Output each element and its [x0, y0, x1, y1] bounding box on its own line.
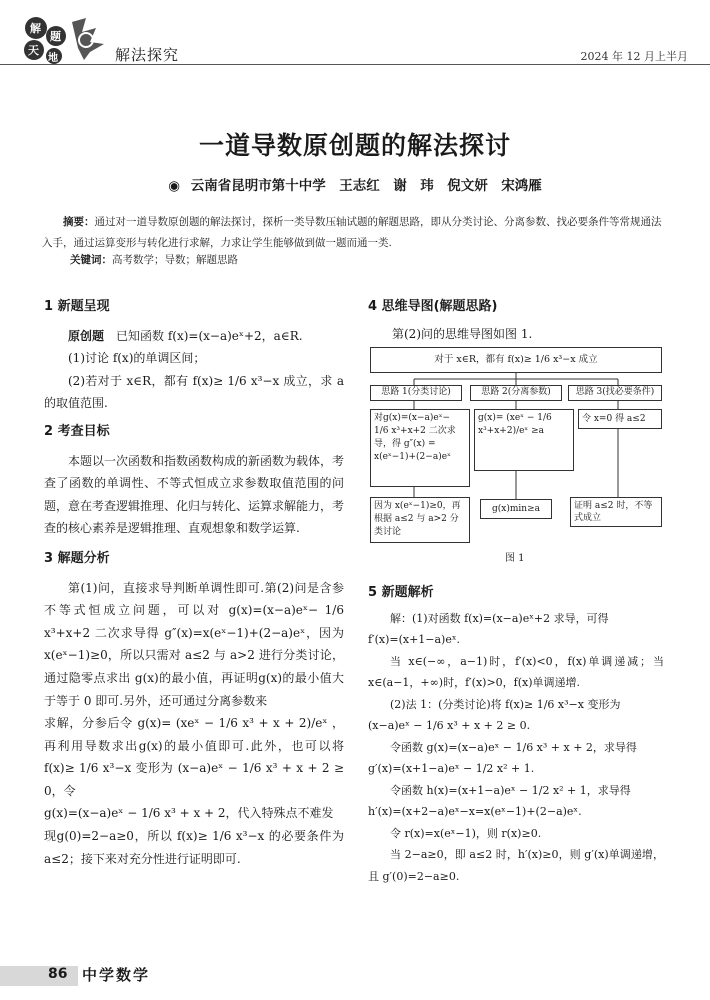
magazine-name: 中学数学 — [82, 966, 151, 984]
solution-line: f′(x)=(x+1−a)eˣ. — [368, 633, 461, 646]
badge-char: 天 — [28, 44, 39, 57]
mindmap-result-2: g(x)min≥a — [480, 499, 552, 519]
analysis-paragraph-1: 第(1)问，直接求导判断单调性即可.第(2)问是含参不等式恒成立问题，可以对 g(x)=(x−a)eˣ− 1/6 x³+x+2 二次求导得 g″(x)=x(eˣ−1)+(2−a)eˣ，因为 x(eˣ−1)≥0，所以只需对 a≤2 与 a>2 进行分类讨论，通过隐零点求出 g(x)的最小值，再证明g(x)的最小值大于等于 0 即可.另外，还可通过分离参数来 — [44, 580, 344, 708]
left-column — [44, 296, 344, 870]
solution-line: 解：(1)对函数 f(x)=(x−a)eˣ+2 求导，可得 — [390, 611, 609, 625]
mindmap-result-3: 证明 a≤2 时，不等式成立 — [570, 497, 662, 527]
problem-q1: (1)讨论 f(x)的单调区间； — [68, 351, 206, 366]
abstract-text: 通过对一道导数原创题的解法探讨，探析一类导数压轴试题的解题思路，即从分类讨论、分离参数、找必要条件等常规通法入手，通过运算变形与转化进行求解，力求让学生能够做到做一题而通一类. — [42, 216, 662, 249]
figure-caption: 图 1 — [505, 553, 525, 564]
right-column-bottom — [368, 582, 664, 887]
analysis-paragraph-4: 现g(0)=2−a≥0，所以 f(x)≥ 1/6 x³−x 的必要条件为a≤2；接下来对充分性进行证明即可. — [44, 829, 344, 866]
section-heading-4: 4 思维导图(解题思路) — [368, 299, 498, 314]
solution-line: 令函数 g(x)=(x−a)eˣ − 1/6 x³ + x + 2，求导得 — [390, 740, 637, 754]
page-number: 86 — [48, 966, 68, 982]
mindmap-approach-2: 思路 2(分离参数) — [470, 385, 562, 401]
right-column-top — [368, 296, 664, 345]
section-heading-1: 1 新题呈现 — [44, 299, 110, 314]
issue-date: 2024 年 12 月上半月 — [580, 50, 688, 63]
mindmap-step-3: 令 x=0 得 a≤2 — [578, 409, 662, 429]
solution-line: 当 x∈(−∞，a−1)时，f′(x)<0，f(x)单调递减；当 x∈(a−1，+∞)时，f′(x)>0，f(x)单调递增. — [368, 654, 664, 689]
article-title: 一道导数原创题的解法探讨 — [198, 131, 511, 160]
solution-line: 令函数 h(x)=(x+1−a)eˣ − 1/2 x² + 1，求导得 — [390, 783, 631, 797]
mindmap-intro: 第(2)问的思维导图如图 1. — [392, 326, 533, 341]
solution-line: 当 2−a≥0，即 a≤2 时，h′(x)≥0，则 g′(x)单调递增，且 g′(0)=2−a≥0. — [368, 848, 664, 883]
abstract-label: 摘要： — [63, 216, 95, 228]
keywords — [70, 252, 238, 267]
section-heading-3: 3 解题分析 — [44, 550, 110, 566]
solution-line: g′(x)=(x+1−a)eˣ − 1/2 x² + 1. — [368, 762, 535, 775]
mindmap-approach-1: 思路 1(分类讨论) — [370, 385, 462, 401]
analysis-paragraph-3: g(x)=(x−a)eˣ − 1/6 x³ + x + 2，代入特殊点不难发 — [44, 806, 334, 821]
solution-line: (x−a)eˣ − 1/6 x³ + x + 2 ≥ 0. — [368, 719, 531, 732]
article-authors: ◉ 云南省昆明市第十中学 王志红 谢 玮 倪文妍 宋鸿雁 — [168, 178, 542, 194]
header-divider — [0, 64, 710, 65]
solution-line: h′(x)=(x+2−a)eˣ−x=x(eˣ−1)+(2−a)eˣ. — [368, 805, 582, 818]
keywords-label: 关键词： — [70, 254, 112, 266]
abstract — [42, 212, 668, 254]
mindmap-figure — [370, 347, 662, 553]
problem-function: 已知函数 f(x)=(x−a)eˣ+2，a∈R. — [104, 328, 303, 343]
keywords-text: 高考数学；导数；解题思路 — [112, 254, 238, 266]
badge-char: 解 — [30, 22, 41, 35]
problem-statement — [44, 325, 344, 348]
problem-q2: (2)若对于 x∈R，都有 f(x)≥ 1/6 x³−x 成立，求 a 的取值范围. — [44, 373, 344, 411]
solution-line: 令 r(x)=x(eˣ−1)，则 r(x)≥0. — [390, 826, 542, 840]
section-heading-5: 5 新题解析 — [368, 585, 434, 600]
objective-text: 本题以一次函数和指数函数构成的新函数为载体，考查了函数的单调性、不等式恒成立求参数取值范围的问题，意在考查逻辑推理、化归与转化、运算求解能力，考查的核心素养是逻辑推理、直观想象和数学运算. — [44, 453, 345, 536]
solution-line: (2)法 1：(分类讨论)将 f(x)≥ 1/6 x³−x 变形为 — [390, 697, 621, 711]
mindmap-root: 对于 x∈R，都有 f(x)≥ 1/6 x³−x 成立 — [370, 347, 662, 373]
problem-label: 原创题 — [68, 328, 105, 343]
mindmap-approach-3: 思路 3(找必要条件) — [568, 385, 662, 401]
section-heading-2: 2 考查目标 — [44, 423, 110, 439]
badge-char: 地 — [48, 53, 58, 64]
mindmap-step-2: g(x)= (xeˣ − 1/6 x³+x+2)/eˣ ≥a — [474, 409, 574, 471]
mindmap-step-1: 对g(x)=(x−a)eˣ− 1/6 x³+x+2 二次求导，得 g″(x) = x(eˣ−1)+(2−a)eˣ — [370, 409, 470, 487]
analysis-paragraph-2: 求解，分参后令 g(x)= (xeˣ − 1/6 x³ + x + 2)/eˣ ，再利用导数求出g(x)的最小值即可.此外，也可以将 f(x)≥ 1/6 x³−x 变形为 (x−a)eˣ − 1/6 x³ + x + 2 ≥ 0，令 — [44, 716, 344, 798]
badge-char: 题 — [50, 30, 61, 43]
mindmap-result-1: 因为 x(eˣ−1)≥0，再根据 a≤2 与 a>2 分类讨论 — [370, 497, 470, 543]
column-name: 解法探究 — [115, 46, 180, 64]
